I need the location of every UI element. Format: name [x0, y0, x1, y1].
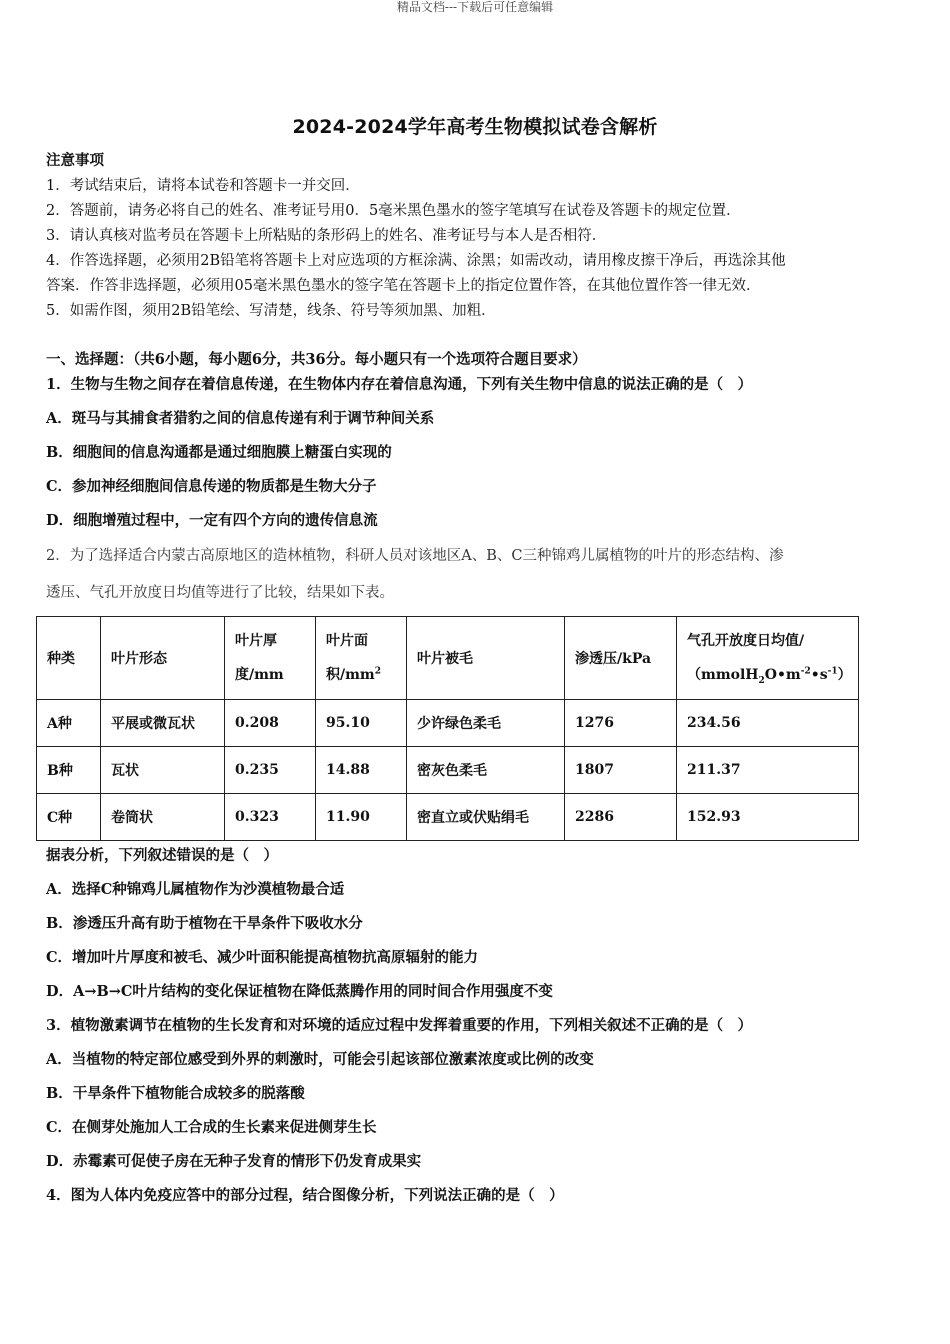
cell-thickness: 0.208: [225, 700, 316, 747]
header-species: 种类: [37, 617, 101, 700]
cell-stomata: 152.93: [677, 794, 859, 841]
leaf-comparison-table: [36, 616, 859, 841]
notice-item: 5．如需作图，须用2B铅笔绘、写清楚，线条、符号等须加黑、加粗．: [46, 303, 496, 319]
cell-thickness: 0.323: [225, 794, 316, 841]
cell-shape: 平展或微瓦状: [101, 700, 225, 747]
question-3-option-d: D．赤霉素可促使子房在无种子发育的情形下仍发育成果实: [46, 1153, 422, 1170]
cell-area: 95.10: [316, 700, 407, 747]
question-2-option-b: B．渗透压升高有助于植物在干旱条件下吸收水分: [46, 915, 363, 932]
question-1-option-d: D．细胞增殖过程中，一定有四个方向的遗传信息流: [46, 512, 378, 529]
table-row: [37, 700, 859, 747]
question-1-stem: 1．生物与生物之间存在着信息传递，在生物体内存在着信息沟通，下列有关生物中信息的说法正确的是（ ）: [46, 376, 753, 393]
notice-item: 1．考试结束后，请将本试卷和答题卡一并交回．: [46, 178, 360, 194]
question-2-stem-line1: 2．为了选择适合内蒙古高原地区的造林植物，科研人员对该地区A、B、C三种锦鸡儿属植物的叶片的形态结构、渗: [46, 548, 784, 564]
header-hair: 叶片被毛: [407, 617, 565, 700]
question-1-option-a: A．斑马与其捕食者猎豹之间的信息传递有利于调节种间关系: [46, 410, 435, 427]
table-row: [37, 794, 859, 841]
notice-item: 4．作答选择题，必须用2B铅笔将答题卡上对应选项的方框涂满、涂黑；如需改动，请用橡皮擦干净后，再选涂其他: [46, 253, 786, 269]
notice-heading: 注意事项: [46, 152, 104, 169]
question-3-stem: 3．植物激素调节在植物的生长发育和对环境的适应过程中发挥着重要的作用，下列相关叙述不正确的是（ ）: [46, 1017, 753, 1034]
page-title: 2024-2024学年高考生物模拟试卷含解析: [292, 116, 658, 138]
question-3-option-b: B．干旱条件下植物能合成较多的脱落酸: [46, 1085, 305, 1102]
question-1-option-c: C．参加神经细胞间信息传递的物质都是生物大分子: [46, 478, 377, 495]
table-row: [37, 747, 859, 794]
header-thickness: 叶片厚 度/mm: [225, 617, 316, 700]
cell-species: B种: [37, 747, 101, 794]
header-osmotic: 渗透压/kPa: [565, 617, 677, 700]
cell-shape: 卷筒状: [101, 794, 225, 841]
cell-thickness: 0.235: [225, 747, 316, 794]
cell-osmotic: 1807: [565, 747, 677, 794]
cell-osmotic: 2286: [565, 794, 677, 841]
cell-shape: 瓦状: [101, 747, 225, 794]
question-2-option-d: D．A→B→C叶片结构的变化保证植物在降低蒸腾作用的同时间合作用强度不变: [46, 983, 553, 1000]
cell-species: C种: [37, 794, 101, 841]
cell-area: 14.88: [316, 747, 407, 794]
section-heading: 一、选择题：（共6小题，每小题6分，共36分。每小题只有一个选项符合题目要求）: [46, 351, 587, 368]
notice-item: 答案．作答非选择题，必须用05毫米黑色墨水的签字笔在答题卡上的指定位置作答，在其他位置作答一律无效．: [46, 278, 761, 294]
question-4-stem: 4．图为人体内免疫应答中的部分过程，结合图像分析，下列说法正确的是（ ）: [46, 1187, 564, 1204]
notice-item: 3．请认真核对监考员在答题卡上所粘贴的条形码上的姓名、准考证号与本人是否相符．: [46, 228, 607, 244]
table-header-row: [37, 617, 859, 700]
page-header-note: 精品文档---下载后可任意编辑: [396, 0, 554, 14]
question-2-option-a: A．选择C种锦鸡儿属植物作为沙漠植物最合适: [46, 881, 345, 898]
question-3-option-a: A．当植物的特定部位感受到外界的刺激时，可能会引起该部位激素浓度或比例的改变: [46, 1051, 594, 1068]
header-shape: 叶片形态: [101, 617, 225, 700]
question-2-option-c: C．增加叶片厚度和被毛、减少叶面积能提高植物抗高原辐射的能力: [46, 949, 479, 966]
question-2-stem-line2: 透压、气孔开放度日均值等进行了比较，结果如下表。: [46, 585, 394, 601]
question-1-option-b: B．细胞间的信息沟通都是通过细胞膜上糖蛋白实现的: [46, 444, 392, 461]
cell-hair: 密灰色柔毛: [407, 747, 565, 794]
question-2-prompt: 据表分析，下列叙述错误的是（ ）: [46, 847, 278, 864]
cell-stomata: 234.56: [677, 700, 859, 747]
cell-osmotic: 1276: [565, 700, 677, 747]
cell-area: 11.90: [316, 794, 407, 841]
cell-stomata: 211.37: [677, 747, 859, 794]
header-stomata: 气孔开放度日均值/ $(mmolH_2O•m^{-2}•s^{-1})$: [677, 617, 859, 700]
cell-hair: 少许绿色柔毛: [407, 700, 565, 747]
notice-item: 2．答题前，请务必将自己的姓名、准考证号用0．5毫米黑色墨水的签字笔填写在试卷及答题卡的规定位置．: [46, 203, 741, 219]
cell-hair: 密直立或伏贴绢毛: [407, 794, 565, 841]
cell-species: A种: [37, 700, 101, 747]
question-3-option-c: C．在侧芽处施加人工合成的生长素来促进侧芽生长: [46, 1119, 377, 1136]
header-area: 叶片面 积$/mm^2$: [316, 617, 407, 700]
